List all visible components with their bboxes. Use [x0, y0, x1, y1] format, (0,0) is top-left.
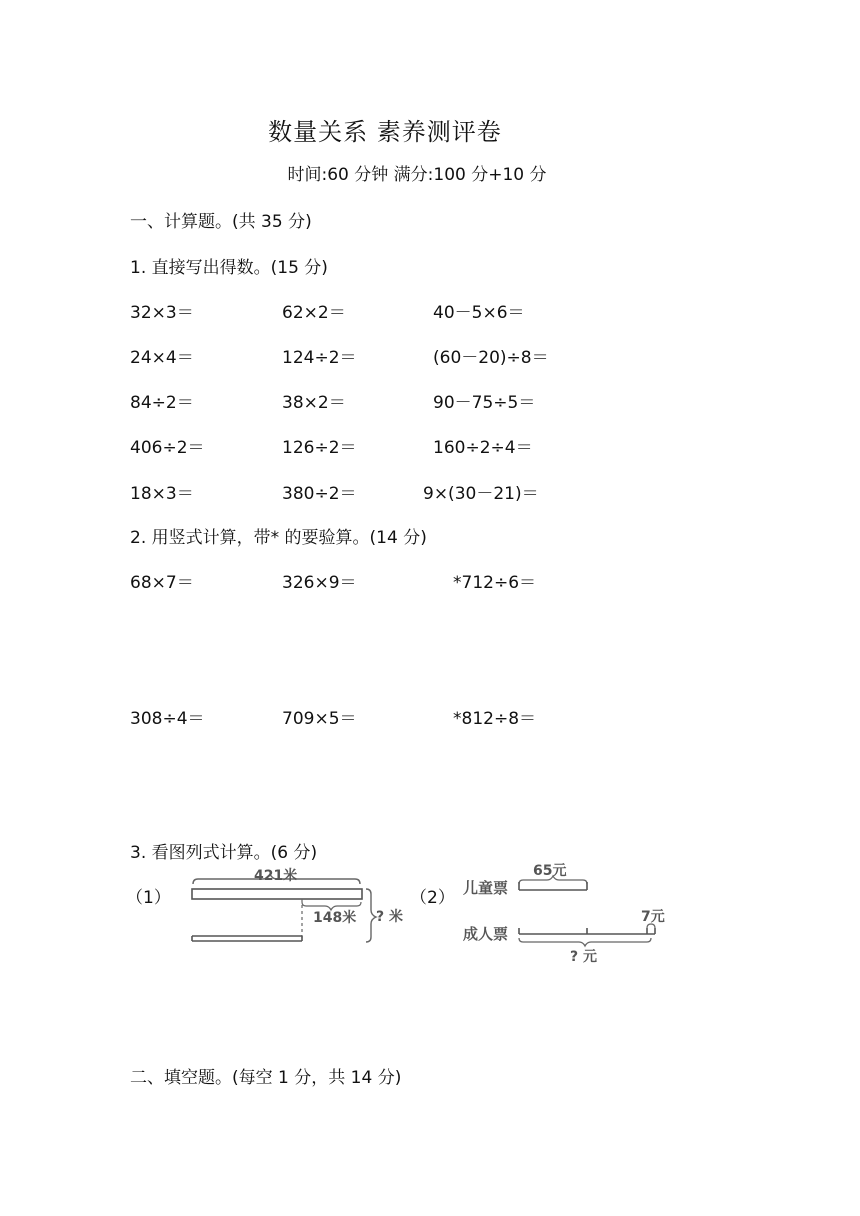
diagram-1-unknown: ? 米 — [376, 909, 403, 925]
problem: 62×2＝ — [282, 303, 346, 323]
section-heading-calculation: 一、计算题。(共 35 分) — [130, 212, 312, 232]
problem: *812÷8＝ — [453, 709, 537, 729]
question-1-label: 1. 直接写出得数。(15 分) — [130, 258, 328, 278]
problem: 160÷2÷4＝ — [433, 438, 533, 458]
problem: 126÷2＝ — [282, 438, 357, 458]
page-title: 数量关系 素养测评卷 — [268, 118, 502, 146]
problem: 124÷2＝ — [282, 348, 357, 368]
problem: 380÷2＝ — [282, 484, 357, 504]
question-3-label: 3. 看图列式计算。(6 分) — [130, 843, 318, 863]
diagram-2-number: （2） — [410, 888, 455, 908]
diagram-1-total-length: 421米 — [254, 868, 298, 884]
problem: 24×4＝ — [130, 348, 194, 368]
problem: 68×7＝ — [130, 573, 194, 593]
problem: 308÷4＝ — [130, 709, 205, 729]
diagram-1-number: （1） — [126, 888, 171, 908]
diagram-2-unknown-total: ? 元 — [570, 949, 597, 965]
problem: 38×2＝ — [282, 393, 346, 413]
exam-info: 时间:60 分钟 满分:100 分+10 分 — [287, 165, 547, 185]
problem: 90－75÷5＝ — [433, 393, 536, 413]
problem: (60－20)÷8＝ — [433, 348, 549, 368]
problem: 84÷2＝ — [130, 393, 194, 413]
problem: 9×(30－21)＝ — [423, 484, 539, 504]
child-ticket-label: 儿童票 — [463, 879, 509, 897]
problem: *712÷6＝ — [453, 573, 537, 593]
problem: 40－5×6＝ — [433, 303, 525, 323]
problem: 18×3＝ — [130, 484, 194, 504]
adult-ticket-label: 成人票 — [463, 925, 509, 943]
problem: 406÷2＝ — [130, 438, 205, 458]
price-difference: 7元 — [641, 909, 665, 925]
child-ticket-price: 65元 — [533, 863, 567, 879]
diagram-2-line-segments — [515, 872, 665, 952]
section-heading-fill-in: 二、填空题。(每空 1 分，共 14 分) — [130, 1068, 402, 1088]
problem: 32×3＝ — [130, 303, 194, 323]
problem: 326×9＝ — [282, 573, 357, 593]
question-2-label: 2. 用竖式计算，带* 的要验算。(14 分) — [130, 528, 427, 548]
diagram-1-part-length: 148米 — [313, 910, 357, 926]
problem: 709×5＝ — [282, 709, 357, 729]
